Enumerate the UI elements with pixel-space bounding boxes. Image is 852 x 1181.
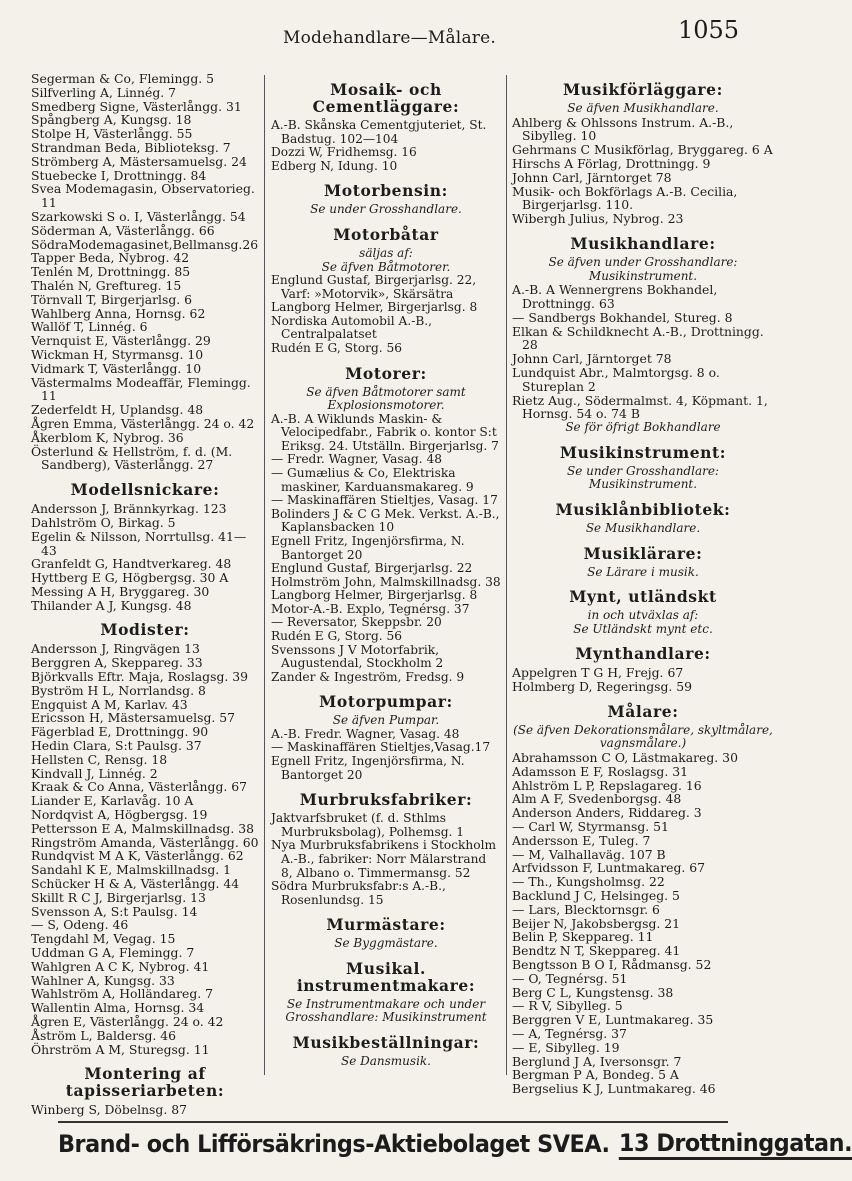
- directory-entry: Engquist A M, Karlav. 43: [31, 696, 188, 712]
- section-heading: Musikal. instrumentmakare:: [296, 958, 476, 995]
- directory-entry: Beijer N, Jakobsbergsg. 21: [512, 915, 681, 931]
- directory-entry: Stuebecke I, Drottningg. 84: [31, 167, 207, 183]
- directory-entry: Johnn Carl, Järntorget 78: [512, 351, 672, 367]
- section-heading: Målare:: [607, 701, 679, 721]
- directory-entry: Kraak & Co Anna, Västerlångg. 67: [31, 779, 248, 795]
- section-heading: Motorer:: [345, 363, 427, 383]
- directory-entry: Nordiska Automobil A.-B., Centralpalatset: [271, 313, 433, 342]
- directory-entry: Musik- och Bokförlags A.-B. Cecilia, Birgerjarlsg. 110.: [512, 183, 738, 213]
- directory-entry: Egelin & Nilsson, Norrtullsg. 41—43: [31, 528, 247, 558]
- directory-entry: Wahlberg Anna, Hornsg. 62: [31, 305, 206, 321]
- cross-reference-note: Se Dansmusik.: [341, 1054, 431, 1069]
- directory-entry: Schücker H & A, Västerlångg. 44: [31, 876, 240, 892]
- directory-entry: Berglund J A, Iversonsgr. 7: [512, 1053, 682, 1069]
- directory-entry: Thilander A J, Kungsg. 48: [31, 597, 192, 613]
- column-divider: [506, 75, 507, 1075]
- directory-entry: Rundqvist M A K, Västerlångg. 62: [31, 848, 244, 864]
- section-heading: Musikinstrument:: [559, 442, 727, 462]
- directory-entry: Bolinders J & C G Mek. Verkst. A.-B., Kaplansbacken 10: [271, 506, 500, 535]
- directory-entry: Bengtsson B O I, Rådmansg. 52: [512, 957, 712, 973]
- cross-reference-note: Se äfven Båtmotorer.: [321, 259, 451, 274]
- directory-entry: Bendtz N T, Skeppareg. 41: [512, 943, 681, 959]
- directory-entry: Törnvall T, Birgerjarlsg. 6: [31, 291, 193, 307]
- cross-reference-note: Se Byggmästare.: [334, 936, 438, 951]
- directory-entry: Hyttberg E G, Högbergsg. 30 A: [31, 570, 229, 586]
- directory-entry: Ahlström L P, Repslagareg. 16: [512, 777, 702, 793]
- directory-entry: Västermalms Modeaffär, Flemingg. 11: [31, 374, 251, 404]
- footer-rule: [58, 1121, 728, 1123]
- directory-entry: Tenlén M, Drottningg. 85: [31, 264, 191, 280]
- directory-entry: — Fredr. Wagner, Vasag. 48: [271, 452, 442, 467]
- directory-entry: Lundquist Abr., Malmtorgsg. 8 o. Stureplan 2: [512, 364, 720, 394]
- directory-entry: Alm A F, Svedenborgsg. 48: [512, 791, 682, 807]
- directory-entry: Ringström Amanda, Västerlångg. 60: [31, 834, 259, 850]
- directory-entry: Szarkowski S o. I, Västerlångg. 54: [31, 208, 246, 224]
- cross-reference-note: Se under Grosshandlare: Musikinstrument.: [567, 463, 719, 492]
- column-left: [31, 72, 259, 1117]
- directory-entry: Fägerblad E, Drottningg. 90: [31, 724, 209, 740]
- directory-entry: Langborg Helmer, Birgerjarlsg. 8: [271, 588, 478, 603]
- directory-entry: Egnell Fritz, Ingenjörsfirma, N. Bantorget 20: [271, 754, 465, 782]
- cross-reference-note: säljas af:: [359, 245, 413, 260]
- directory-entry: Zederfeldt H, Uplandsg. 48: [31, 402, 204, 418]
- column-divider: [264, 75, 265, 1075]
- page-header: [0, 8, 797, 48]
- directory-entry: — A, Tegnérsg. 37: [512, 1026, 627, 1041]
- directory-entry: Vidmark T, Västerlångg. 10: [31, 360, 202, 376]
- cross-reference-note: Se Lärare i musik.: [587, 564, 699, 579]
- section-heading: Mynt, utländskt: [569, 587, 717, 607]
- page-title: Modehandlare—Målare.: [283, 28, 496, 48]
- directory-entry: Nya Murbruksfabrikens i Stockholm A.-B., fabriker: Norr Mälarstrand 8, Albano o. Timmermansg. 52: [271, 838, 497, 880]
- directory-entry: — Maskinaffären Stieltjes,Vasag.17: [271, 740, 491, 755]
- directory-entry: SödraModemagasinet,Bellmansg.26: [31, 236, 259, 252]
- directory-entry: Bergselius K J, Luntmakareg. 46: [512, 1081, 716, 1097]
- directory-entry: — Gumælius & Co, Elektriska maskiner, Karduansmakareg. 9: [271, 466, 474, 494]
- column-right: [512, 72, 774, 1096]
- directory-entry: Södra Murbruksfabr:s A.-B., Rosenlundsg. 15: [271, 879, 446, 907]
- directory-entry: Zander & Ingeström, Fredsg. 9: [271, 669, 465, 684]
- directory-entry: — M, Valhallaväg. 107 B: [512, 846, 666, 862]
- directory-entry: Svenssons J V Motorfabrik, Augustendal, Stockholm 2: [271, 642, 444, 671]
- directory-entry: Elkan & Schildknecht A.-B., Drottningg. 28: [512, 323, 764, 353]
- section-heading: Modister:: [100, 620, 190, 640]
- directory-entry: Wahlner A, Kungsg. 33: [31, 972, 175, 988]
- directory-entry: Kindvall J, Linnég. 2: [31, 765, 158, 781]
- directory-entry: Adamsson E F, Roslagsg. 31: [512, 763, 689, 779]
- cross-reference-note: (Se äfven Dekorationsmålare, skyltmålare, vagnsmålare.): [513, 722, 773, 751]
- cross-reference-note: Se Instrumentmakare och under Grosshandlare: Musikinstrument: [285, 996, 487, 1025]
- directory-entry: Österlund & Hellström, f. d. (M. Sandberg), Västerlångg. 27: [31, 443, 233, 473]
- section-heading: Musikhandlare:: [570, 233, 716, 253]
- cross-reference-note: Se för öfrigt Bokhandlare: [565, 420, 721, 435]
- directory-entry: Granfeldt G, Handtverkareg. 48: [31, 556, 232, 572]
- directory-entry: Edberg N, Idung. 10: [271, 158, 398, 173]
- section-heading: Musikbeställningar:: [292, 1033, 480, 1053]
- directory-entry: Hellsten C, Rensg. 18: [31, 751, 168, 767]
- directory-entry: Berg C L, Kungstensg. 38: [512, 984, 674, 1000]
- directory-entry: Thalén N, Greftureg. 15: [31, 277, 182, 293]
- directory-entry: Strandman Beda, Biblioteksg. 7: [31, 139, 231, 155]
- directory-entry: Johnn Carl, Järntorget 78: [512, 169, 672, 185]
- directory-entry: Andersson J, Brännkyrkag. 123: [31, 501, 227, 517]
- directory-entry: Appelgren T G H, Frejg. 67: [512, 665, 684, 681]
- directory-entry: Byström H L, Norrlandsg. 8: [31, 682, 206, 698]
- directory-entry: Rudén E G, Storg. 56: [271, 629, 403, 643]
- directory-entry: — Maskinaffären Stieltjes, Vasag. 17: [271, 493, 498, 508]
- directory-entry: Öhrström A M, Sturegsg. 11: [31, 1041, 210, 1057]
- directory-entry: Hedin Clara, S:t Paulsg. 37: [31, 738, 202, 754]
- directory-entry: — O, Tegnérsg. 51: [512, 970, 628, 986]
- directory-entry: Motor-A.-B. Explo, Tegnérsg. 37: [271, 601, 470, 616]
- directory-entry: Pettersson E A, Malmskillnadsg. 38: [31, 820, 255, 836]
- directory-entry: Dozzi W, Fridhemsg. 16: [271, 145, 417, 160]
- section-heading: Montering af tapisseriarbeten:: [65, 1064, 225, 1101]
- directory-entry: — R V, Sibylleg. 5: [512, 998, 623, 1014]
- directory-entry: Wibergh Julius, Nybrog. 23: [512, 211, 684, 227]
- section-heading: Motorpumpar:: [319, 692, 453, 712]
- section-heading: Mynthandlare:: [575, 644, 711, 664]
- footer-company: Brand- och Lifförsäkrings-Aktiebolaget SVEA.: [58, 1130, 610, 1158]
- directory-entry: Berggren A, Skeppareg. 33: [31, 655, 203, 671]
- cross-reference-note: Se äfven Båtmotorer samt Explosionsmotorer.: [306, 384, 466, 413]
- directory-entry: Dahlström O, Birkag. 5: [31, 514, 176, 530]
- directory-entry: — E, Sibylleg. 19: [512, 1039, 620, 1055]
- directory-entry: Belin P, Skeppareg. 11: [512, 929, 654, 945]
- directory-entry: Svea Modemagasin, Observatorieg. 11: [31, 181, 255, 211]
- directory-entry: Winberg S, Döbelnsg. 87: [31, 1102, 187, 1118]
- directory-entry: Wahlström A, Holländareg. 7: [31, 986, 214, 1002]
- page-number: 1055: [678, 16, 740, 44]
- directory-entry: Wallentin Alma, Hornsg. 34: [31, 1000, 205, 1016]
- directory-entry: Stolpe H, Västerlångg. 55: [31, 126, 193, 142]
- cross-reference-note: Se Musikhandlare.: [585, 520, 701, 535]
- directory-entry: Abrahamsson C O, Lästmakareg. 30: [512, 750, 738, 766]
- directory-entry: — S, Odeng. 46: [31, 917, 129, 933]
- directory-entry: Anderson Anders, Riddareg. 3: [512, 805, 702, 821]
- directory-entry: Åkerblom K, Nybrog. 36: [31, 429, 184, 445]
- directory-entry: Wallöf T, Linnég. 6: [31, 319, 148, 335]
- section-heading: Musiklärare:: [583, 543, 703, 563]
- section-heading: Modellsnickare:: [70, 480, 220, 500]
- directory-entry: Ericsson H, Mästersamuelsg. 57: [31, 710, 236, 726]
- directory-entry: A.-B. A Wiklunds Maskin- & Velocipedfabr., Fabrik o. kontor S:t Eriksg. 24. Utställn. Birgerjarlsg. 7: [271, 411, 499, 453]
- directory-entry: Strömberg A, Mästersamuelsg. 24: [31, 153, 247, 169]
- directory-entry: A.-B. Skånska Cementgjuteriet, St. Badstug. 102—104: [271, 118, 487, 146]
- directory-entry: Langborg Helmer, Birgerjarlsg. 8: [271, 300, 478, 315]
- directory-entry: Berggren V E, Luntmakareg. 35: [512, 1012, 714, 1028]
- directory-entry: Arfvidsson F, Luntmakareg. 67: [512, 860, 706, 876]
- section-heading: Motorbensin:: [324, 181, 448, 201]
- directory-entry: Sandahl K E, Malmskillnadsg. 1: [31, 862, 232, 878]
- directory-entry: Tapper Beda, Nybrog. 42: [31, 250, 190, 266]
- directory-entry: Rietz Aug., Södermalmst. 4, Köpmant. 1, Hornsg. 54 o. 74 B: [512, 392, 768, 422]
- directory-entry: Björkvalls Eftr. Maja, Roslagsg. 39: [31, 669, 249, 685]
- directory-entry: Rudén E G, Storg. 56: [271, 340, 403, 355]
- directory-entry: Ågren Emma, Västerlångg. 24 o. 42: [31, 415, 255, 431]
- directory-entry: Andersson E, Tuleg. 7: [512, 832, 651, 848]
- directory-entry: Gehrmans C Musikförlag, Bryggareg. 6 A: [512, 142, 773, 158]
- column-middle: [271, 72, 501, 1069]
- directory-entry: Tengdahl M, Vegag. 15: [31, 931, 176, 947]
- directory-entry: Jaktvarfsbruket (f. d. Sthlms Murbruksbolag), Polhemsg. 1: [271, 811, 464, 839]
- directory-entry: A.-B. Fredr. Wagner, Vasag. 48: [271, 726, 460, 741]
- directory-entry: Wickman H, Styrmansg. 10: [31, 346, 204, 362]
- directory-entry: Åström L, Baldersg. 46: [31, 1027, 177, 1043]
- directory-entry: Silfverling A, Linnég. 7: [31, 84, 177, 100]
- cross-reference-note: in och utväxlas af:: [587, 608, 699, 623]
- directory-entry: Backlund J C, Helsingeg. 5: [512, 888, 680, 904]
- directory-entry: Bergman P A, Bondeg. 5 A: [512, 1067, 679, 1083]
- section-heading: Musiklånbibliotek:: [555, 499, 731, 519]
- directory-entry: Ahlberg & Ohlssons Instrum. A.-B., Sibylleg. 10: [512, 114, 734, 144]
- directory-entry: — Carl W, Styrmansg. 51: [512, 819, 669, 835]
- directory-entry: Nordqvist A, Högbergsg. 19: [31, 807, 208, 823]
- directory-entry: Holmström John, Malmskillnadsg. 38: [271, 574, 501, 589]
- directory-entry: Andersson J, Ringvägen 13: [31, 641, 200, 657]
- directory-entry: Messing A H, Bryggareg. 30: [31, 583, 210, 599]
- section-heading: Motorbåtar: [333, 224, 439, 244]
- directory-entry: — Lars, Blecktornsgr. 6: [512, 901, 660, 917]
- directory-entry: — Sandbergs Bokhandel, Stureg. 8: [512, 309, 733, 325]
- directory-entry: Söderman A, Västerlångg. 66: [31, 222, 215, 238]
- directory-entry: Vernquist E, Västerlångg. 29: [31, 333, 211, 349]
- directory-entry: Uddman G A, Flemingg. 7: [31, 945, 195, 961]
- directory-entry: Smedberg Signe, Västerlångg. 31: [31, 98, 242, 114]
- cross-reference-note: Se under Grosshandlare.: [310, 202, 462, 217]
- cross-reference-note: Se Utländskt mynt etc.: [573, 621, 713, 636]
- section-heading: Musikförläggare:: [563, 80, 723, 99]
- section-heading: Murbruksfabriker:: [299, 790, 473, 810]
- footer-address: 13 Drottninggatan.: [619, 1129, 852, 1160]
- directory-entry: Ågren E, Västerlångg. 24 o. 42: [31, 1014, 224, 1029]
- directory-entry: — Th., Kungsholmsg. 22: [512, 874, 665, 890]
- directory-entry: A.-B. A Wennergrens Bokhandel, Drottningg. 63: [512, 282, 718, 311]
- directory-entry: Wahlgren A C K, Nybrog. 41: [31, 958, 210, 974]
- cross-reference-note: Se äfven under Grosshandlare: Musikinstrument.: [548, 254, 738, 283]
- cross-reference-note: Se äfven Musikhandlare.: [567, 101, 719, 115]
- directory-entry: Liander E, Karlavåg. 10 A: [31, 793, 194, 809]
- directory-entry: Hirschs A Förlag, Drottningg. 9: [512, 155, 711, 171]
- cross-reference-note: Se äfven Pumpar.: [332, 713, 440, 728]
- section-heading: Murmästare:: [326, 915, 446, 935]
- directory-entry: Skillt R C J, Birgerjarlsg. 13: [31, 889, 206, 905]
- directory-entry: Segerman & Co, Flemingg. 5: [31, 71, 215, 86]
- directory-entry: — Reversator, Skeppsbr. 20: [271, 615, 442, 630]
- directory-entry: Spångberg A, Kungsg. 18: [31, 112, 192, 128]
- directory-entry: Englund Gustaf, Birgerjarlsg. 22: [271, 561, 473, 576]
- directory-entry: Holmberg D, Regeringsg. 59: [512, 679, 693, 695]
- directory-entry: Englund Gustaf, Birgerjarlsg. 22, Varf: »Motorvik», Skärsätra: [271, 273, 477, 301]
- directory-entry: Egnell Fritz, Ingenjörsfirma, N. Bantorget 20: [271, 533, 465, 562]
- section-heading: Mosaik- och Cementläggare:: [312, 80, 460, 116]
- footer-advertisement: [58, 1127, 852, 1161]
- directory-entry: Svensson A, S:t Paulsg. 14: [31, 903, 198, 919]
